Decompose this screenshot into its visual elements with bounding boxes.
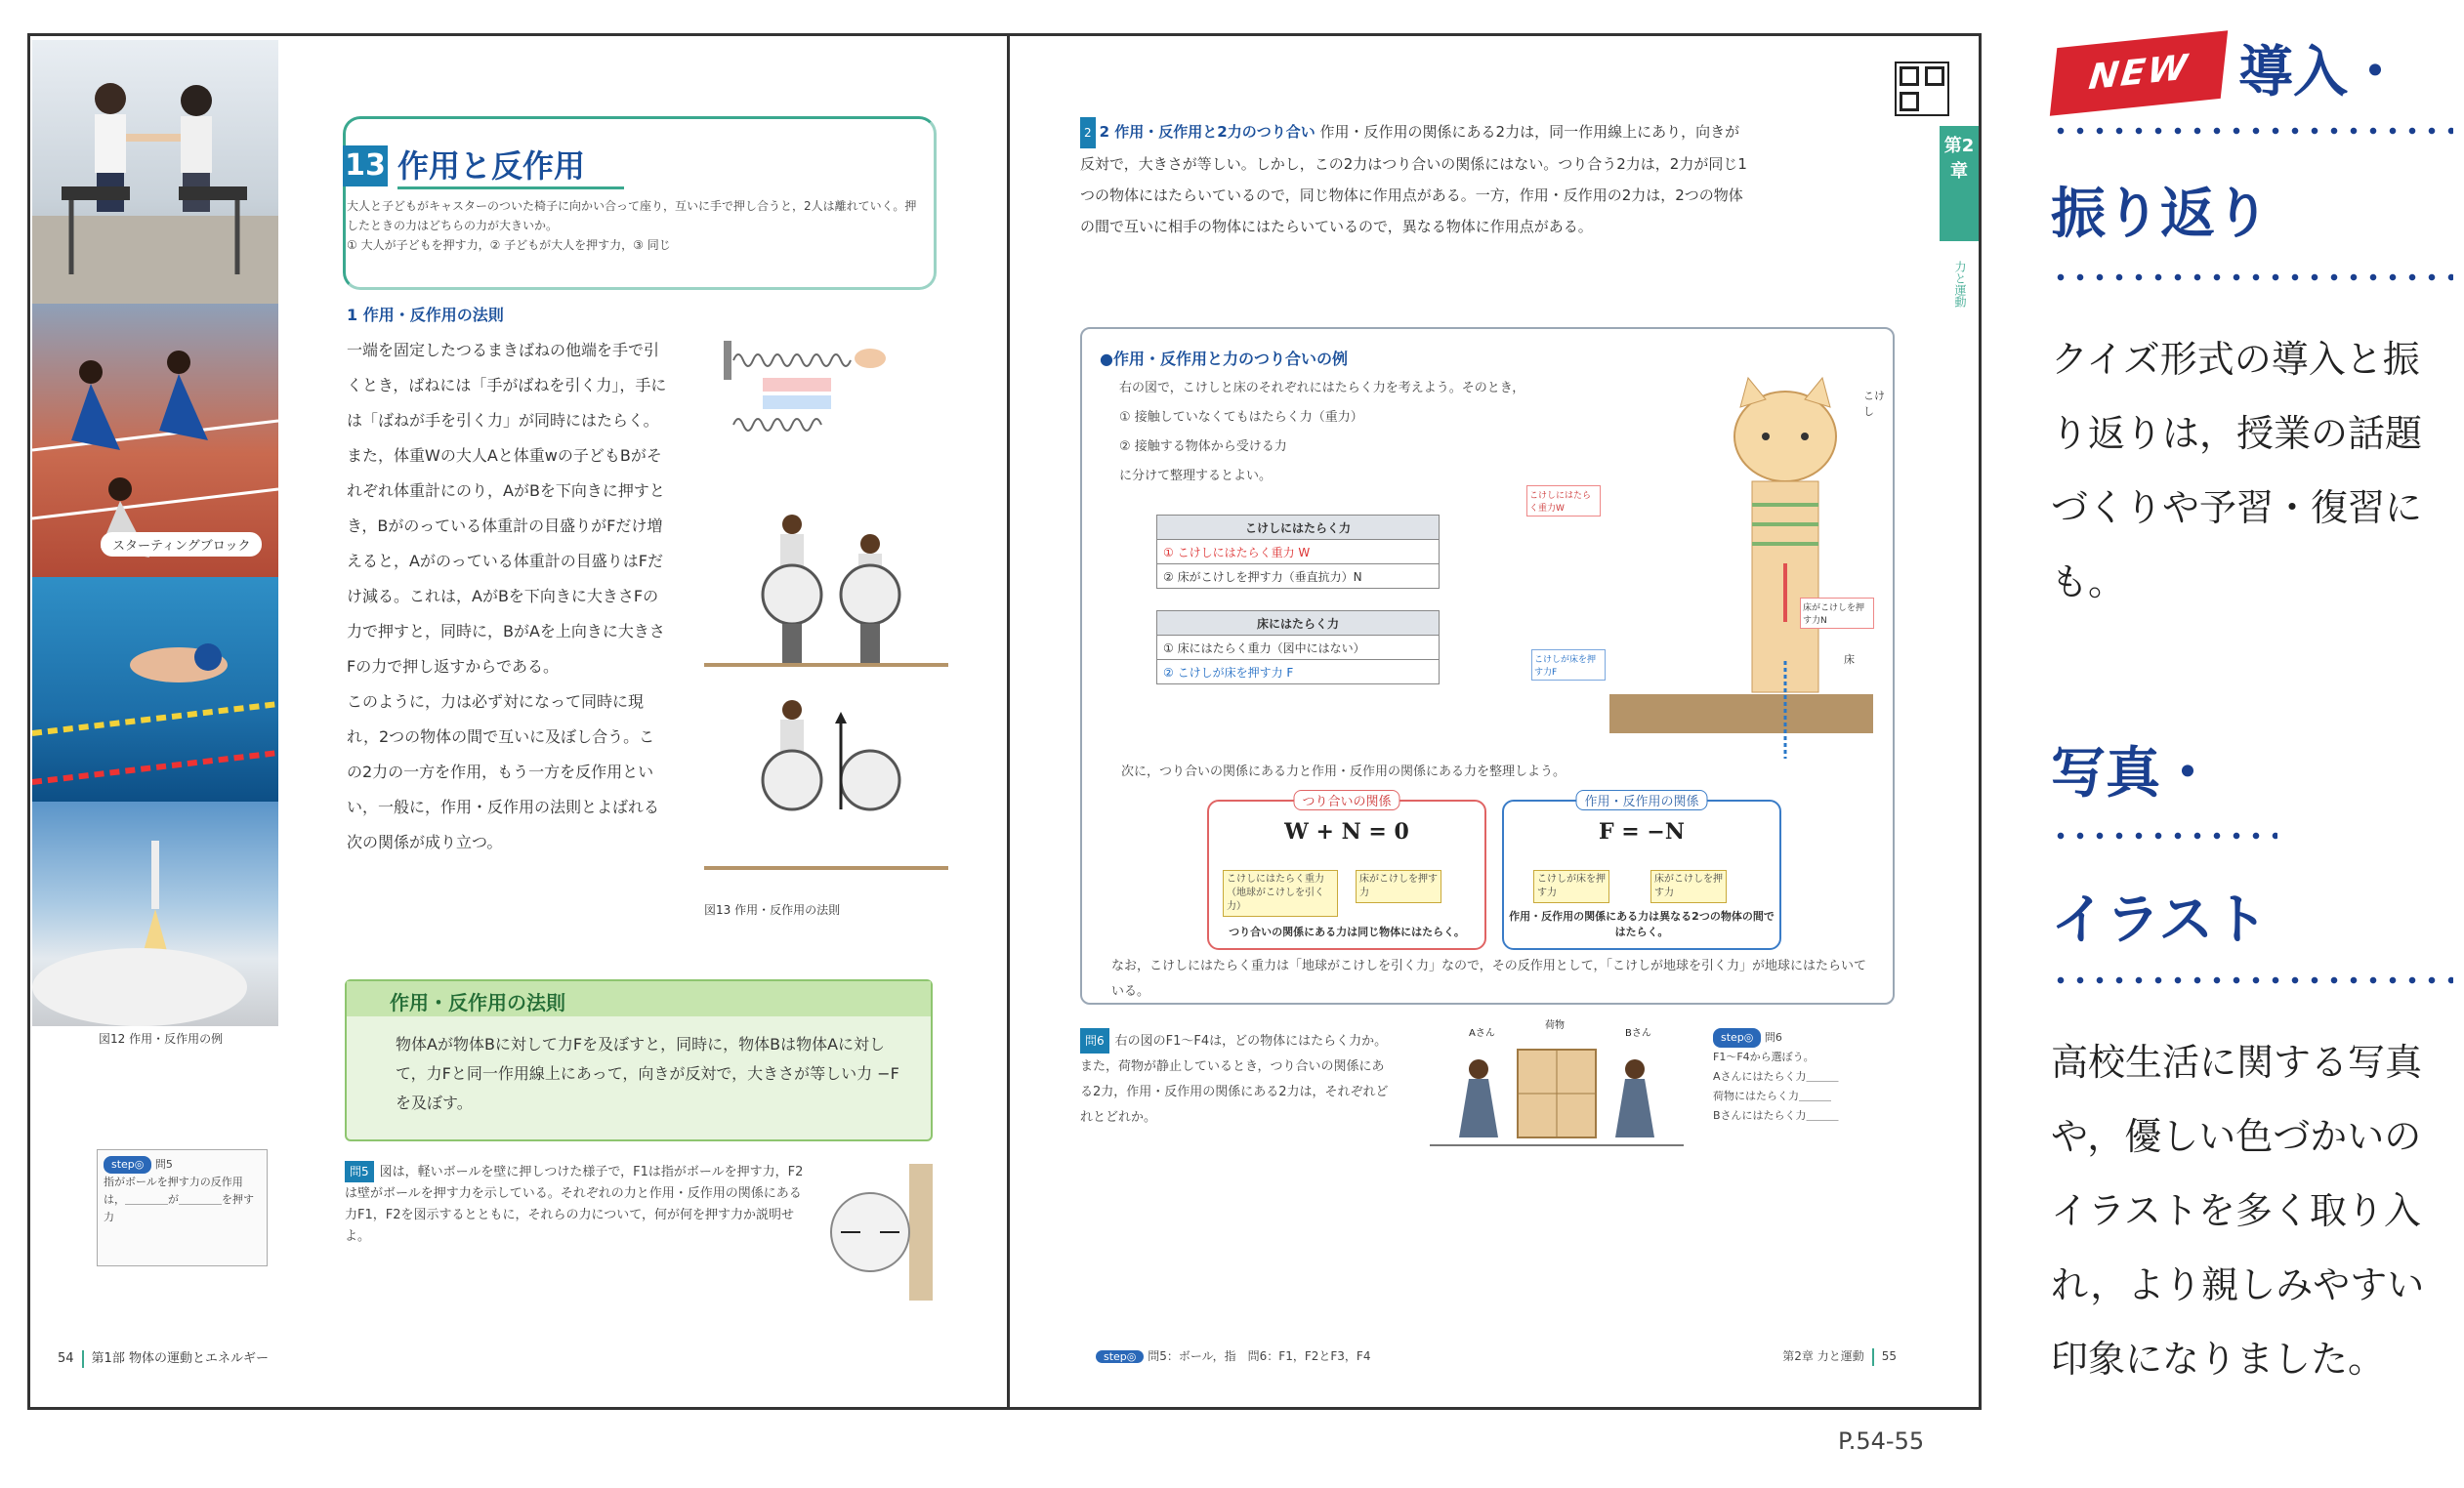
step-line: Bさんにはたらく力＿＿＿ bbox=[1713, 1109, 1839, 1122]
heading-illust: イラスト bbox=[2051, 889, 2269, 952]
table1-row: ① こけしにはたらく重力 W bbox=[1157, 540, 1440, 564]
table1-header: こけしにはたらく力 bbox=[1157, 516, 1440, 540]
photo-label: スターティングブロック bbox=[101, 532, 262, 557]
action-reaction-box bbox=[1502, 795, 1781, 950]
section1 bbox=[347, 298, 669, 860]
footer-answers: 問5：ボール，指 問6：F1，F2とF3，F4 bbox=[1148, 1349, 1371, 1363]
movers-figure bbox=[1430, 1020, 1684, 1157]
force-label-f: こけしが床を押す力F bbox=[1531, 649, 1606, 681]
kokeshi-illustration bbox=[1717, 368, 1854, 788]
force-label-w: こけしにはたらく重力W bbox=[1526, 485, 1601, 517]
chapter-tab-vertical: 力と運動 bbox=[1953, 261, 1967, 308]
question-text: 図は，軽いボールを壁に押しつけた様子で，F1は指がボールを押す力，F2は壁がボールを押す力を示している。それぞれの力と作用・反作用の関係にある力F1，F2を図示するとともに，それらの力について，何が何を押す力か説明せよ。 bbox=[345, 1165, 804, 1244]
table-kokeshi-forces bbox=[1156, 515, 1440, 589]
balance-equation: W + N = 0 bbox=[1284, 819, 1409, 845]
step-badge: step◎ bbox=[104, 1156, 151, 1174]
kokeshi-label: こけし bbox=[1863, 390, 1885, 418]
section2-number: 2 bbox=[1080, 117, 1096, 148]
footer-chapter bbox=[1782, 1347, 1897, 1366]
step-question: 問6 bbox=[1764, 1031, 1782, 1044]
step-box-left bbox=[97, 1149, 268, 1266]
dotted-divider bbox=[2051, 273, 2453, 281]
body-photo: 高校生活に関する写真や，優しい色づかいのイラストを多く取り入れ，より親しみやすい印象になりました。 bbox=[2051, 1041, 2425, 1381]
step-text: 指がボールを押す力の反作用は，＿＿＿＿が＿＿＿＿を押す力 bbox=[104, 1176, 254, 1223]
example-box bbox=[1080, 327, 1895, 1005]
action-pill: 作用・反作用の関係 bbox=[1575, 790, 1707, 810]
dotted-divider bbox=[2051, 976, 2453, 984]
footer-left bbox=[58, 1347, 269, 1368]
balance-caption: つり合いの関係にある力は同じ物体にはたらく。 bbox=[1229, 926, 1465, 938]
heading-review: 振り返り bbox=[2051, 183, 2270, 246]
qr-code-icon bbox=[1895, 62, 1949, 116]
example-footnote: なお，こけしにはたらく重力は「地球がこけしを引く力」なので，その反作用として，「こけしが地球を引く力」が地球にはたらいている。 bbox=[1111, 959, 1866, 999]
table2-header: 床にはたらく力 bbox=[1157, 611, 1440, 636]
question-number: 問6 bbox=[1080, 1028, 1109, 1054]
step-question: 問5 bbox=[154, 1158, 173, 1171]
photo-students-pushing bbox=[32, 40, 278, 304]
table-floor-forces bbox=[1156, 610, 1440, 684]
step-box-right bbox=[1713, 1028, 1889, 1155]
mover-label: 荷物 bbox=[1545, 1020, 1565, 1031]
action-tag: こけしが床を押す力 bbox=[1533, 870, 1609, 903]
chapter-tab: 第2章 bbox=[1940, 126, 1979, 241]
heading-photo: 写真・ bbox=[2051, 742, 2215, 806]
section2-body: 作用・反作用の関係にある2力は，同一作用線上にあり，向きが反対で，大きさが等しい。しかし，この2力はつり合いの関係にはない。つり合う2力は，2力が同じ1つの物体にはたらいているので，同じ物体に作用点がある。一方，作用・反作用の2力は，2つの物体の間で互いに相手の物体にはたらいているので，異なる物体に作用点がある。 bbox=[1080, 123, 1747, 235]
compare-line: 次に，つり合いの関係にある力と作用・反作用の関係にある力を整理しよう。 bbox=[1121, 765, 1566, 779]
table2-row: ① 床にはたらく重力（図中にはない） bbox=[1157, 636, 1440, 660]
force-label-n: 床がこけしを押す力N bbox=[1800, 598, 1874, 629]
mover-label: Bさん bbox=[1625, 1028, 1651, 1039]
new-badge: NEW bbox=[2050, 30, 2228, 116]
section1-body: 一端を固定したつるまきばねの他端を手で引くとき，ばねには「手がばねを引く力」，手には「ばねが手を引く力」が同時にはたらく。 また，体重Wの大人Aと体重wの子どもBがそれぞれ体重計にのり，AがBを下向きに押すとき，Bがのっている体重計の目盛りがFだけ増えると，Aがのっている体重計の目盛りはFだけ減る。これは，AがBを下向きに大きさFの力で押すと，同時に，BがAを上向きに大きさFの力で押し返すからである。 このように，力は必ず対になって同時に現れ，2つの物体の間で互いに及ぼし合う。この2力の一方を作用，もう一方を反作用といい，一般に，作用・反作用の法則とよばれる次の関係が成り立つ。 bbox=[347, 341, 667, 851]
section1-heading: 1 作用・反作用の法則 bbox=[347, 306, 504, 324]
page-number-right: 55 bbox=[1881, 1349, 1897, 1363]
mover-label: Aさん bbox=[1469, 1028, 1495, 1039]
right-page bbox=[1010, 36, 1979, 1407]
balance-tag: 床がこけしを押す力 bbox=[1356, 870, 1441, 903]
table2-row: ② こけしが床を押す力 F bbox=[1157, 660, 1440, 684]
left-page bbox=[30, 36, 1007, 1407]
question-text: 右の図のF1〜F4は，どの物体にはたらく力か。また，荷物が静止しているとき，つり合いの関係にある2力，作用・反作用の関係にある2力は，それぞれどれとどれか。 bbox=[1080, 1034, 1389, 1125]
dotted-divider bbox=[2051, 832, 2277, 840]
balance-tag: こけしにはたらく重力（地球がこけしを引く力） bbox=[1223, 870, 1338, 917]
question-5 bbox=[345, 1161, 804, 1248]
law-title: 作用・反作用の法則 bbox=[390, 991, 565, 1014]
floor-label: 床 bbox=[1844, 653, 1855, 666]
step-line: Aさんにはたらく力＿＿＿ bbox=[1713, 1070, 1839, 1083]
chapter-title: 作用と反作用 bbox=[397, 142, 624, 189]
feature-sidebar bbox=[2047, 0, 2464, 1488]
footer-chapter-title: 第2章 力と運動 bbox=[1782, 1349, 1864, 1363]
action-tag: 床がこけしを押す力 bbox=[1650, 870, 1727, 903]
page-number-left: 54 bbox=[58, 1351, 74, 1366]
action-caption: 作用・反作用の関係にある力は異なる2つの物体の間ではたらく。 bbox=[1509, 910, 1775, 938]
step-line: 荷物にはたらく力＿＿＿ bbox=[1713, 1090, 1831, 1102]
balance-box bbox=[1207, 795, 1486, 950]
step-line: F1〜F4から選ぼう。 bbox=[1713, 1051, 1815, 1063]
law-box bbox=[345, 979, 933, 1141]
figure-caption: 図13 作用・反作用の法則 bbox=[704, 903, 841, 917]
footer-right bbox=[1096, 1347, 1897, 1364]
action-equation: F = −N bbox=[1599, 819, 1685, 845]
photo-rocket-launch bbox=[32, 802, 278, 1026]
photo-swimmer bbox=[32, 577, 278, 802]
figure-action-reaction bbox=[704, 302, 948, 936]
question-number: 問5 bbox=[345, 1161, 374, 1182]
heading-intro: 導入・ bbox=[2238, 41, 2402, 104]
footer-step-badge: step◎ bbox=[1096, 1350, 1144, 1363]
dotted-divider bbox=[2051, 127, 2453, 135]
section2 bbox=[1080, 116, 1754, 242]
chapter-number: 13 bbox=[343, 145, 388, 186]
balance-pill: つり合いの関係 bbox=[1293, 790, 1399, 810]
intro-quiz: 大人と子どもがキャスターのついた椅子に向かい合って座り，互いに手で押し合うと，2人は離れていく。押したときの力はどちらの力が大きいか。 ① 大人が子どもを押す力，② 子どもが大人を押す力，③ 同じ bbox=[347, 199, 917, 252]
step-badge: step◎ bbox=[1713, 1028, 1761, 1048]
example-title: ●作用・反作用と力のつり合いの例 bbox=[1100, 350, 1348, 368]
photo-caption: 図12 作用・反作用の例 bbox=[99, 1032, 224, 1046]
table1-row: ② 床がこけしを押す力（垂直抗力）N bbox=[1157, 564, 1440, 589]
footer-part-title: 第1部 物体の運動とエネルギー bbox=[91, 1351, 269, 1366]
body-intro: クイズ形式の導入と振り返りは，授業の話題づくりや予習・復習にも。 bbox=[2051, 338, 2423, 603]
example-text: 右の図で，こけしと床のそれぞれにはたらく力を考えよう。そのとき， ① 接触していなくてもはたらく力（重力） ② 接触する物体から受ける力 に分けて整理するとよい。 bbox=[1119, 381, 1525, 483]
page-reference: P.54-55 bbox=[1838, 1427, 1925, 1455]
law-text: 物体Aが物体Bに対して力Fを及ぼすと，同時に，物体Bは物体Aに対して，力Fと同一作用線上にあって，向きが反対で，大きさが等しい力 −F を及ぼす。 bbox=[396, 1035, 899, 1112]
textbook-spread bbox=[27, 33, 1982, 1410]
question-6 bbox=[1080, 1028, 1393, 1131]
section2-heading: 2 作用・反作用と2力のつり合い bbox=[1099, 123, 1316, 141]
photo-column bbox=[32, 40, 278, 1016]
ball-figure bbox=[821, 1164, 939, 1301]
